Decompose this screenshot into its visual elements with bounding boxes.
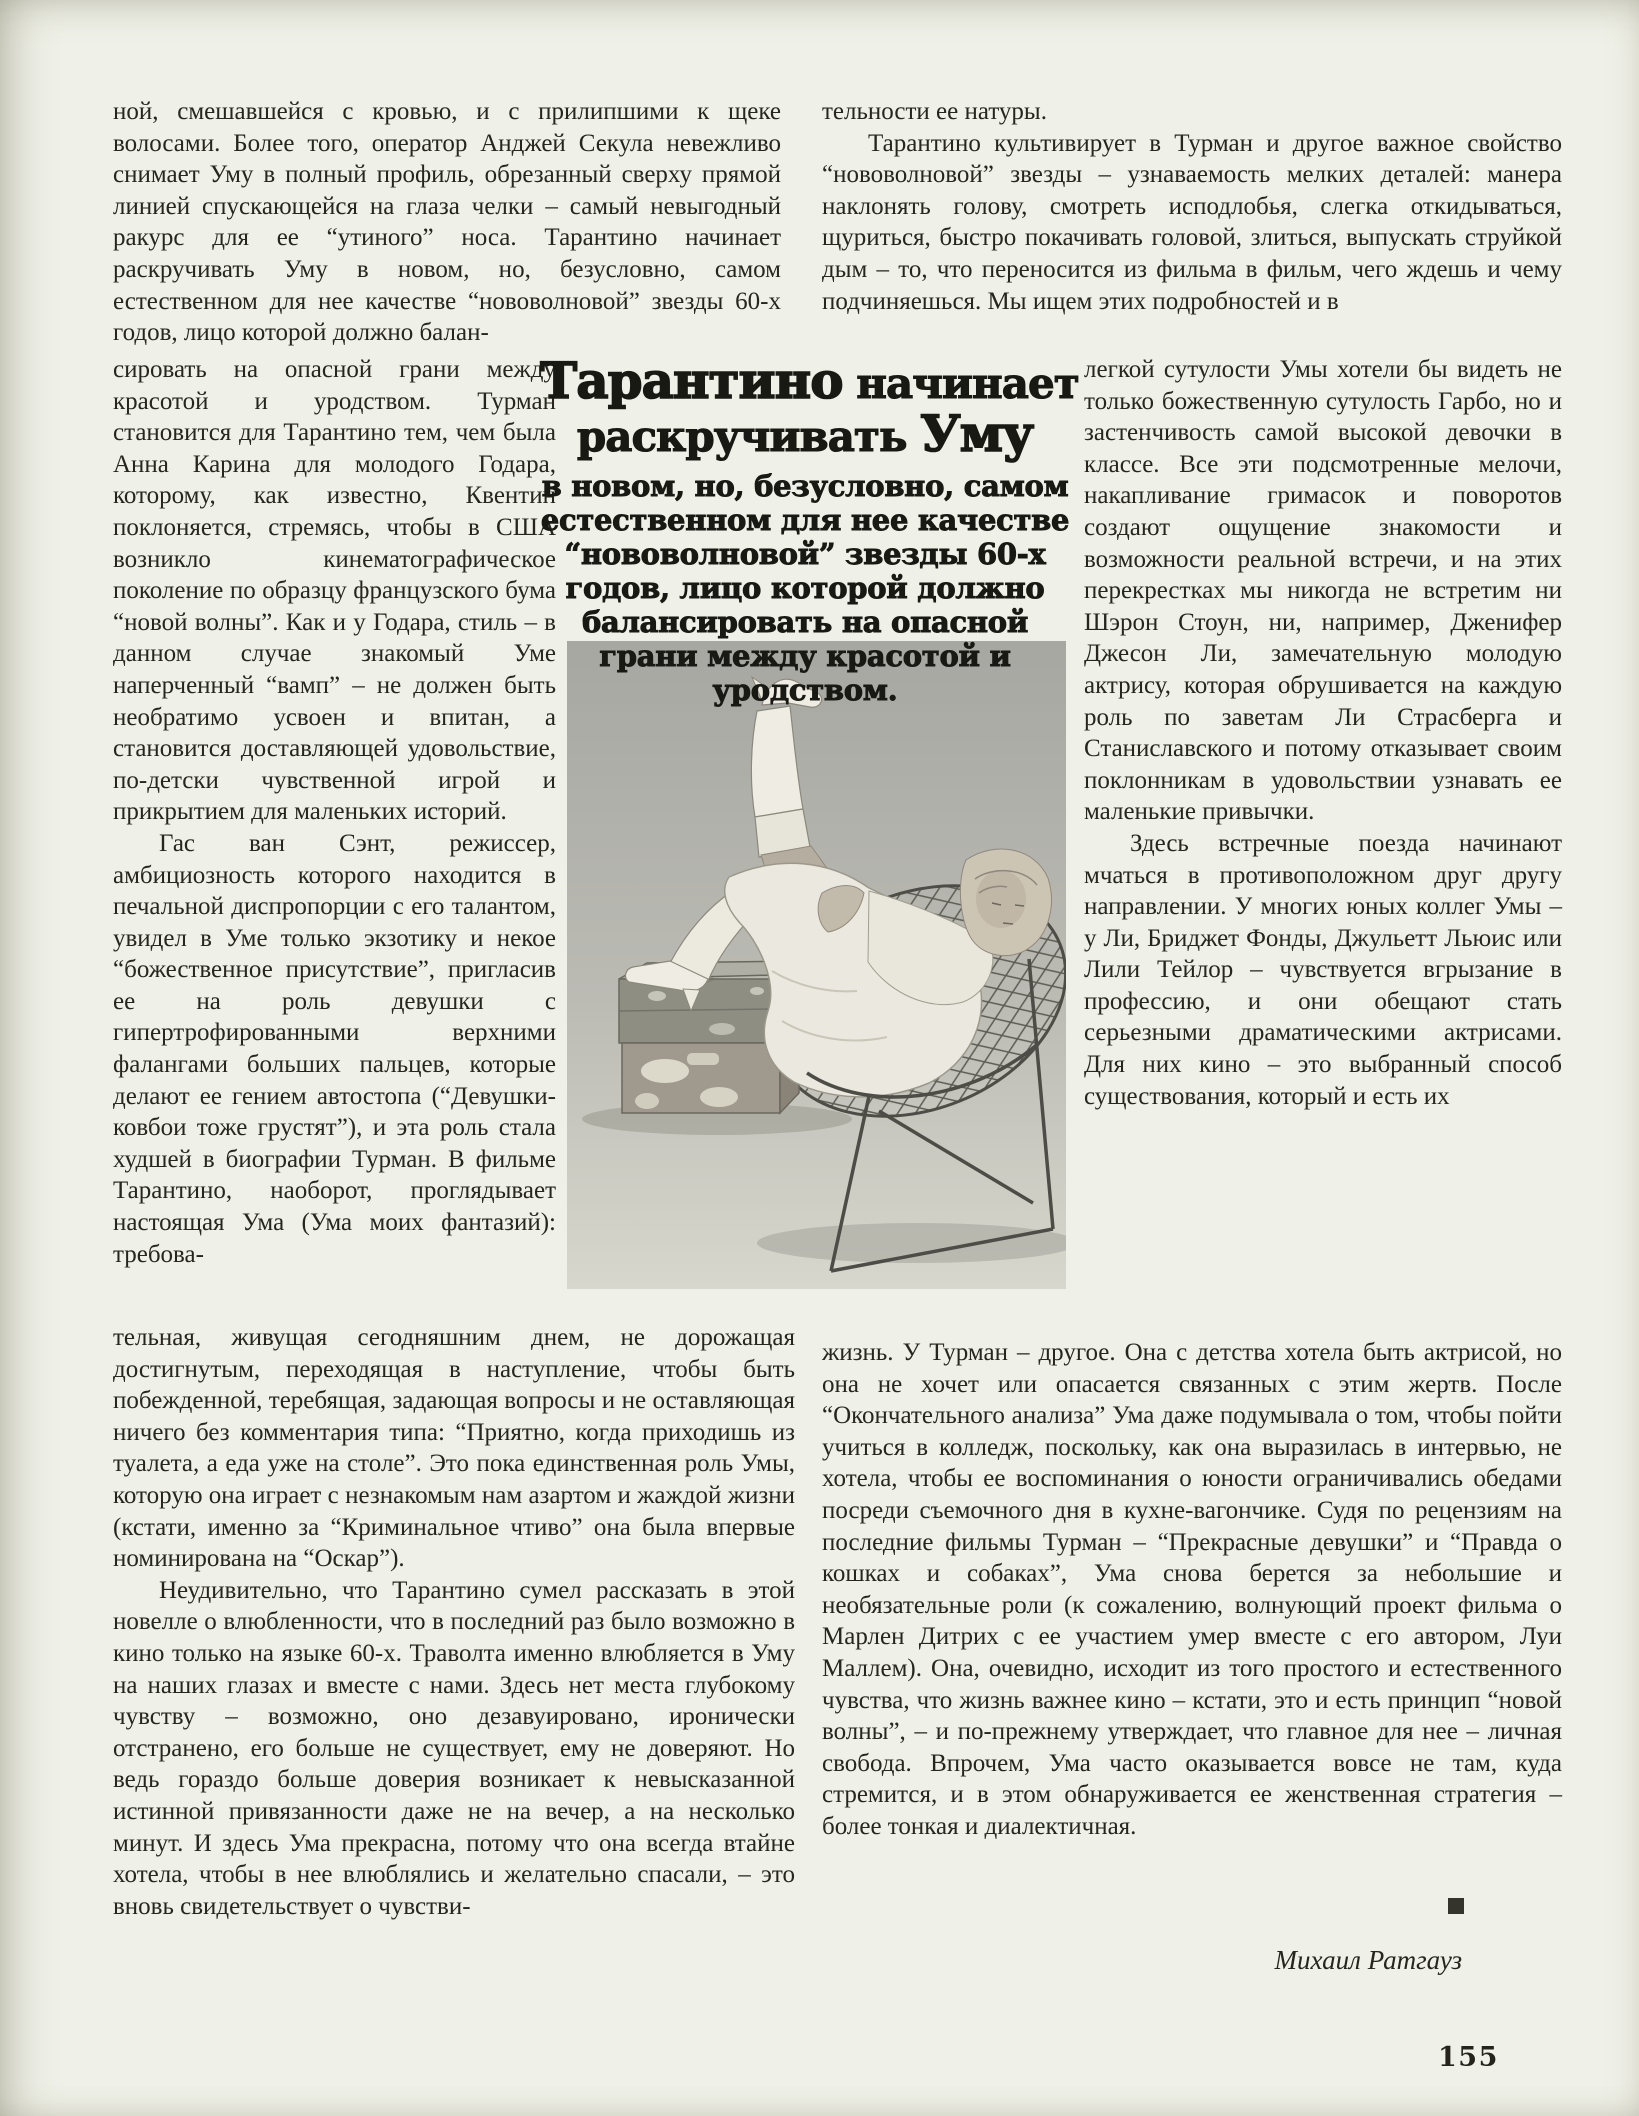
author-byline: Михаил Ратгауз	[1274, 1945, 1462, 1975]
body-paragraph: Неудивительно, что Тарантино сумел рассказать в этой новелле о влюбленности, что в последний раз было возможно в кино только на языке 60-х. Траволта именно влюбляется в Уму на наших глазах и вместе с нами. Здесь нет места глубокому чувству – возможно, оно дезавуировано, иронически отстранено, его больше не существует, ему не доверяют. Но ведь гораздо больше доверия возникает к невысказанной истинной привязанности даже не на вечер, а на несколько минут. И здесь Ума прекрасна, потому что она всегда втайне хотела, чтобы в нее влюблялись и желательно спасали, – это вновь свидетельствует о чувстви-	[113, 1576, 795, 1920]
pull-quote-word: Тарантино	[540, 351, 843, 410]
uma-thurman-photo	[567, 641, 1066, 1289]
pull-quote-word: раскручивать	[576, 412, 907, 461]
pull-quote-word: начинает	[856, 359, 1079, 408]
column-right-narrow	[1084, 354, 1562, 1112]
body-paragraph: сировать на опасной грани между красотой и уродством. Турман становится для Тарантино тем, чем была Анна Карина для молодого Годара, которому, как известно, Квентин поклоняется, стремясь, чтобы в США возникло кинематографическое поколение по образцу французского бума “новой волны”. Как и у Годара, стиль – в данном случае знакомый Уме наперченный “вамп” – не должен быть необратимо усвоен и впитан, а становится доставляющей удовольствие, по-детски чувственной игрой и прикрытием для маленьких историй.	[113, 356, 556, 826]
pull-quote	[540, 351, 1079, 707]
body-paragraph: тельности ее натуры.	[822, 98, 1047, 125]
column-left-narrow	[113, 354, 556, 1270]
end-of-article-marker	[1448, 1898, 1464, 1914]
pull-quote-word: Уму	[920, 404, 1034, 463]
column-right-top	[822, 96, 1562, 317]
pull-quote-line-2	[540, 404, 1070, 463]
pull-quote-body: в новом, но, безусловно, самом естественном для нее качестве “нововолновой” звезды 60-х годов, лицо которой должно балансировать на опасной грани между красотой и уродством.	[540, 469, 1070, 707]
column-right-bottom	[822, 1337, 1562, 1843]
pull-quote-line-1	[540, 351, 1079, 410]
photo-illustration	[567, 641, 1066, 1289]
body-paragraph: Тарантино культивирует в Турман и другое важное свойство “нововолновой” звезды – узнаваемость мелких деталей: манера наклонять голову, смотреть исподлобья, слегка откидываться, щуриться, быстро покачивать головой, злиться, выпускать струйкой дым – то, что переносится из фильма в фильм, чего ждешь и чему подчиняешься. Мы ищем этих подробностей и в	[822, 129, 1562, 315]
column-left-bottom	[113, 1322, 795, 1922]
body-paragraph: Гас ван Сэнт, режиссер, амбициозность которого находится в печальной диспропорции с его талантом, увидел в Уме только экзотику и некое “божественное присутствие”, пригласив ее на роль девушки с гипертрофированными верхними фалангами больших пальцев, которые делают ее гением автостопа (“Девушки-ковбои тоже грустят”), и эта роль стала худшей в биографии Турман. В фильме Тарантино, наоборот, проглядывает настоящая Ума (Ума моих фантазий): требова-	[113, 829, 556, 1268]
body-paragraph: жизнь. У Турман – другое. Она с детства хотела быть актрисой, но она не хочет или опасается связанных с этим жертв. После “Окончательного анализа” Ума даже подумывала о том, чтобы пойти учиться в колледж, поскольку, как она выразилась в интервью, не хотела, чтобы ее воспоминания о юности ограничивались обедами посреди съемочного дня в кухне-вагончике. Судя по рецензиям на последние фильмы Турман – “Прекрасные девушки” и “Правда о кошках и собаках”, Ума снова берется за небольшие и необязательные роли (к сожалению, волнующий проект фильма о Марлен Дитрих с ее участием умер вместе с его автором, Луи Маллем). Она, очевидно, исходит из того простого и естественного чувства, что жизнь важнее кино – кстати, это и есть принцип “новой волны”, – и по-прежнему утверждает, что главное для нее – личная свобода. Впрочем, Ума часто оказывается вовсе не там, куда стремится, и в этом обнаруживается ее женственная стратегия – более тонкая и диалектичная.	[822, 1339, 1562, 1840]
body-paragraph: легкой сутулости Умы хотели бы видеть не только божественную сутулость Гарбо, но и застенчивость самой высокой девочки в классе. Все эти подсмотренные мелочи, накапливание гримасок и поворотов создают ощущение знакомости и возможности реальной встречи, и на этих перекрестках мы никогда не встретим ни Шэрон Стоун, ни, например, Дженифер Джесон Ли, замечательную молодую актрису, которая обрушивается на каждую роль по заветам Ли Страсберга и Станиславского и потому отказывает своим поклонникам в удовольствии узнавать ее маленькие привычки.	[1084, 356, 1562, 826]
column-left-top	[113, 96, 781, 349]
body-paragraph: тельная, живущая сегодняшним днем, не дорожащая достигнутым, переходящая в наступление, чтобы быть побежденной, теребящая, задающая вопросы и не оставляющая ничего без комментария типа: “Приятно, когда приходишь из туалета, а еда уже на столе”. Это пока единственная роль Умы, которую она играет с незнакомым нам азартом и жаждой жизни (кстати, именно за “Криминальное чтиво” она была впервые номинирована на “Оскар”).	[113, 1324, 795, 1573]
body-paragraph: ной, смешавшейся с кровью, и с прилипшими к щеке волосами. Более того, оператор Анджей Секула невежливо снимает Уму в полный профиль, обрезанный сверху прямой линией спускающейся на глаза челки – самый невыгодный ракурс для ее “утиного” носа. Тарантино начинает раскручивать Уму в новом, но, безусловно, самом естественном для нее качестве “нововолновой” звезды 60-х годов, лицо которой должно балан-	[113, 98, 781, 347]
page-number: 155	[1438, 2042, 1499, 2073]
body-paragraph: Здесь встречные поезда начинают мчаться в противоположном друг другу направлении. У многих юных коллег Умы – у Ли, Бриджет Фонды, Джульетт Льюис или Лили Тейлор – чувствуется вгрызание в профессию, и они обещают стать серьезными драматическими актрисами. Для них кино – это выбранный способ существования, который и есть их	[1084, 829, 1562, 1110]
